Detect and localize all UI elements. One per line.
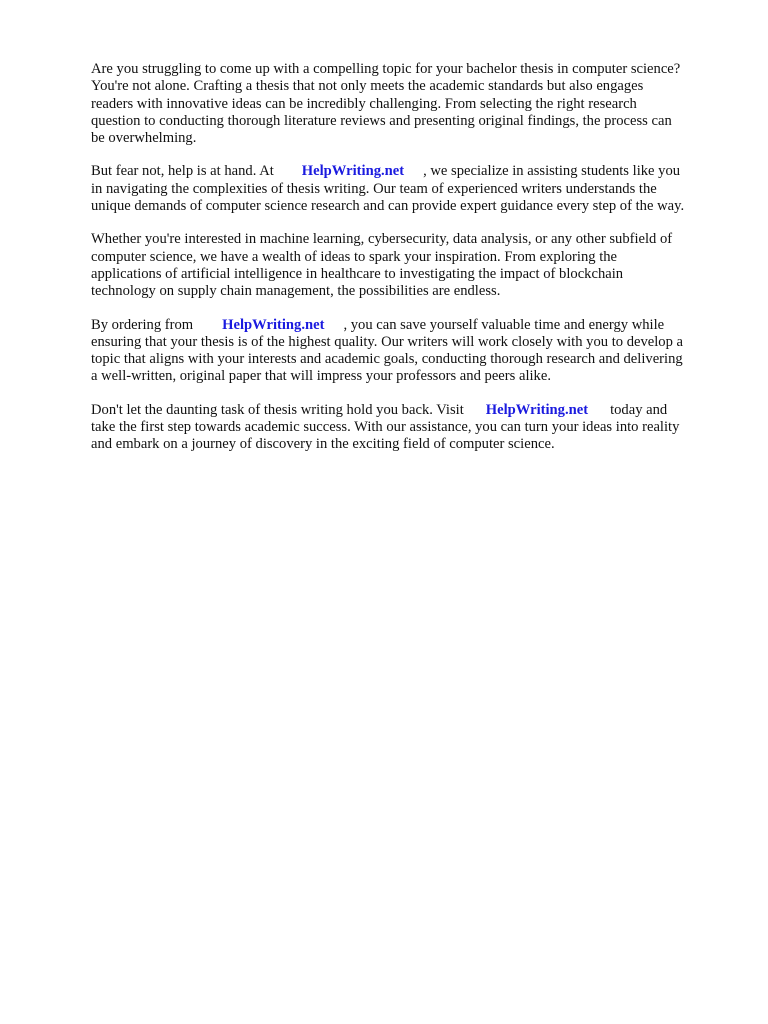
text-line: You're not alone. Crafting a thesis that not only meets the academic standards but also engages [91,78,644,95]
paragraph-intro [91,61,725,147]
text-line: in navigating the complexities of thesis writing. Our team of experienced writers understands the [91,180,657,197]
text-line: unique demands of computer science research and can provide expert guidance every step of the way. [91,198,685,215]
text-line: topic that aligns with your interests and academic goals, conducting thorough research and delivering [91,351,683,368]
text-line [91,402,725,419]
text-segment: Don't let the daunting task of thesis writing hold you back. Visit [91,401,464,418]
text-line: readers with innovative ideas can be incredibly challenging. From selecting the right research [91,95,637,112]
text-line: computer science, we have a wealth of ideas to spark your inspiration. From exploring the [91,248,618,265]
text-line: ensuring that your thesis is of the highest quality. Our writers will work closely with you to develop a [91,333,684,350]
text-line: a well-written, original paper that will impress your professors and peers alike. [91,368,551,385]
text-line: applications of artificial intelligence in healthcare to investigating the impact of blockchain [91,265,624,282]
paragraph-visit [91,402,725,454]
document-body [91,61,725,470]
text-segment: , we specialize in assisting students like you [423,163,681,180]
helpwriting-link[interactable]: HelpWriting.net [485,401,589,418]
helpwriting-link[interactable]: HelpWriting.net [301,163,405,180]
paragraph-help [91,163,725,215]
text-line: Whether you're interested in machine learning, cybersecurity, data analysis, or any other subfield of [91,231,673,248]
text-line: take the first step towards academic success. With our assistance, you can turn your ideas into reality [91,419,680,436]
text-line: and embark on a journey of discovery in the exciting field of computer science. [91,436,555,453]
paragraph-ordering [91,317,725,386]
text-line: technology on supply chain management, the possibilities are endless. [91,283,501,300]
text-segment: By ordering from [91,316,194,333]
text-segment: But fear not, help is at hand. At [91,163,274,180]
text-line: be overwhelming. [91,130,197,147]
helpwriting-link[interactable]: HelpWriting.net [222,316,325,333]
text-line: question to conducting thorough literature reviews and presenting original findings, the process can [91,112,672,129]
paragraph-ideas [91,231,725,300]
text-segment: , you can save yourself valuable time and energy while [343,316,665,333]
text-line [91,317,725,334]
text-segment: today and [610,401,668,418]
text-line: Are you struggling to come up with a compelling topic for your bachelor thesis in computer science? [91,61,681,77]
text-line [91,163,725,180]
